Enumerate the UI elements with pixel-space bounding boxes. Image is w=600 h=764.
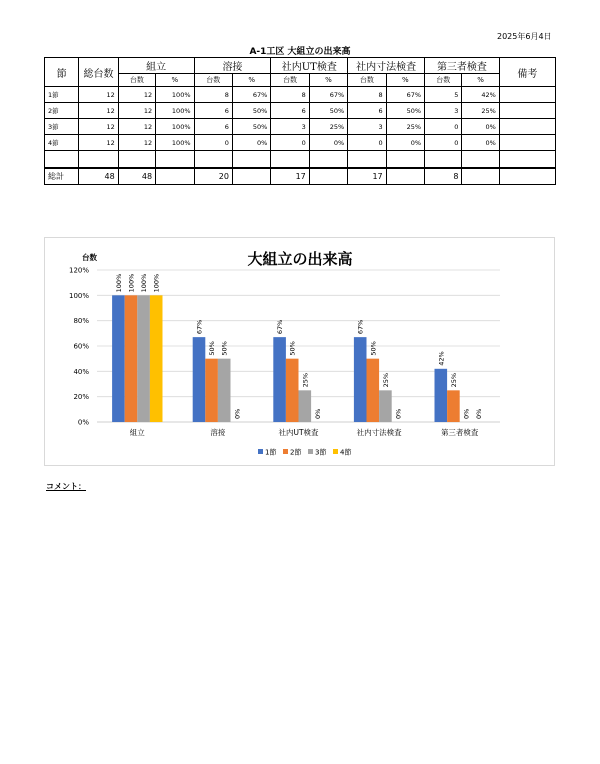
cell-count: 6 [271,103,309,119]
y-tick-label: 40% [73,367,89,376]
table-row [45,103,556,119]
cell-count: 3 [348,119,386,135]
bar [379,390,392,422]
blank-cell [194,151,232,168]
header-node: 節 [45,58,79,87]
cell-percent: 0% [386,135,424,151]
total-count: 20 [194,168,232,185]
cell-count: 5 [425,87,462,103]
y-tick-label: 100% [68,291,89,300]
data-label: 42% [437,351,446,366]
x-category-label: 組立 [129,428,145,437]
cell-count: 0 [348,135,386,151]
legend-swatch [258,449,263,454]
total-count: 48 [118,168,155,185]
cell-remarks [499,135,555,151]
cell-count: 12 [118,87,155,103]
x-category-label: 溶接 [210,428,226,437]
subheader-count: 台数 [194,74,232,87]
data-label: 50% [220,341,229,356]
cell-percent: 25% [386,119,424,135]
progress-table [44,57,556,185]
cell-count: 6 [348,103,386,119]
cell-percent: 100% [156,135,194,151]
data-label: 67% [276,319,285,335]
blank-cell [386,151,424,168]
cell-count: 6 [194,103,232,119]
cell-percent: 25% [309,119,347,135]
cell-count: 8 [271,87,309,103]
subheader-percent: % [309,74,347,87]
cell-count: 12 [118,135,155,151]
row-label: 2節 [45,103,79,119]
x-category-label: 社内寸法検査 [356,428,402,437]
cell-count: 3 [271,119,309,135]
cell-percent: 0% [462,119,499,135]
total-label: 総計 [45,168,79,185]
chart-title: 大組立の出来高 [247,250,353,268]
progress-chart [44,237,555,466]
bar [125,295,138,422]
y-axis-label: 台数 [82,253,97,262]
cell-count: 8 [348,87,386,103]
blank-cell [45,151,79,168]
bar [137,295,150,422]
bar [354,337,367,422]
total-percent [232,168,270,185]
legend-label: 1節 [265,448,277,457]
bar [273,337,286,422]
row-total-units: 12 [79,87,118,103]
row-total-units: 12 [79,119,118,135]
legend-swatch [308,449,313,454]
blank-cell [309,151,347,168]
x-category-label: 第三者検査 [440,428,479,437]
bar [205,359,218,422]
y-tick-label: 80% [73,317,89,326]
blank-cell [499,151,555,168]
subheader-percent: % [386,74,424,87]
table-row [45,135,556,151]
data-label: 0% [475,408,484,419]
x-category-label: 社内UT検査 [278,428,319,437]
total-count: 8 [425,168,462,185]
subheader-percent: % [156,74,194,87]
data-label: 67% [195,319,204,335]
cell-count: 0 [425,135,462,151]
bar [150,295,163,422]
legend-swatch [333,449,338,454]
subheader-count: 台数 [271,74,309,87]
data-label: 0% [394,408,403,419]
cell-percent: 50% [232,103,270,119]
data-label: 100% [140,273,149,293]
cell-count: 0 [271,135,309,151]
data-label: 0% [313,408,322,419]
cell-remarks [499,103,555,119]
cell-remarks [499,119,555,135]
cell-percent: 50% [309,103,347,119]
blank-cell [348,151,386,168]
legend-swatch [283,449,288,454]
data-label: 50% [369,341,378,356]
cell-remarks [499,87,555,103]
total-row [45,168,556,185]
cell-percent: 25% [462,103,499,119]
cell-percent: 50% [232,119,270,135]
row-label: 1節 [45,87,79,103]
row-total-units: 12 [79,103,118,119]
legend-label: 2節 [290,448,302,457]
bar [447,390,460,422]
table-row [45,87,556,103]
data-label: 50% [208,341,217,356]
bar [367,359,380,422]
blank-cell [425,151,462,168]
table-row [45,119,556,135]
blank-cell [156,151,194,168]
header-remarks: 備考 [499,58,555,87]
header-third-party-inspection: 第三者検査 [425,58,500,74]
data-label: 50% [288,341,297,356]
cell-count: 12 [118,103,155,119]
cell-percent: 0% [309,135,347,151]
blank-cell [232,151,270,168]
data-label: 100% [127,273,136,293]
data-label: 100% [114,273,123,293]
y-tick-label: 120% [68,266,89,275]
header-welding: 溶接 [194,58,271,74]
y-tick-label: 0% [77,418,89,427]
subheader-percent: % [462,74,499,87]
blank-cell [271,151,309,168]
cell-percent: 100% [156,87,194,103]
cell-percent: 100% [156,119,194,135]
report-date: 2025年6月4日 [497,32,552,41]
data-label: 25% [449,372,458,388]
bar [193,337,206,422]
total-count: 17 [271,168,309,185]
cell-percent: 0% [232,135,270,151]
cell-percent: 67% [386,87,424,103]
subheader-count: 台数 [118,74,155,87]
cell-percent: 67% [309,87,347,103]
bar [299,390,312,422]
bar [286,359,299,422]
row-label: 3節 [45,119,79,135]
total-percent [386,168,424,185]
comment-label: コメント： [46,482,86,491]
subheader-percent: % [232,74,270,87]
cell-percent: 50% [386,103,424,119]
data-label: 67% [356,319,365,335]
data-label: 0% [233,408,242,419]
header-dimension-inspection: 社内寸法検査 [348,58,425,74]
blank-row [45,151,556,168]
header-assembly: 組立 [118,58,194,74]
cell-count: 8 [194,87,232,103]
blank-cell [79,151,118,168]
total-units: 48 [79,168,118,185]
row-label: 4節 [45,135,79,151]
bar [435,369,448,422]
header-ut-inspection: 社内UT検査 [271,58,348,74]
cell-count: 0 [194,135,232,151]
header-total-units: 総台数 [79,58,118,87]
cell-count: 0 [425,119,462,135]
blank-cell [118,151,155,168]
bar [112,295,125,422]
blank-cell [462,151,499,168]
chart-canvas [45,238,556,467]
cell-percent: 67% [232,87,270,103]
cell-count: 3 [425,103,462,119]
total-percent [462,168,499,185]
cell-percent: 42% [462,87,499,103]
y-tick-label: 20% [73,393,89,402]
cell-percent: 100% [156,103,194,119]
cell-count: 12 [118,119,155,135]
cell-count: 6 [194,119,232,135]
row-total-units: 12 [79,135,118,151]
cell-percent: 0% [462,135,499,151]
subheader-count: 台数 [425,74,462,87]
subheader-count: 台数 [348,74,386,87]
data-label: 25% [381,372,390,388]
data-label: 25% [301,372,310,388]
data-label: 100% [152,273,161,293]
data-label: 0% [462,408,471,419]
bar [218,359,231,422]
y-tick-label: 60% [73,342,89,351]
legend-label: 3節 [315,448,327,457]
total-remarks [499,168,555,185]
legend-label: 4節 [340,448,352,457]
total-count: 17 [348,168,386,185]
total-percent [156,168,194,185]
total-percent [309,168,347,185]
report-title: A-1工区 大組立の出来高 [249,47,351,57]
